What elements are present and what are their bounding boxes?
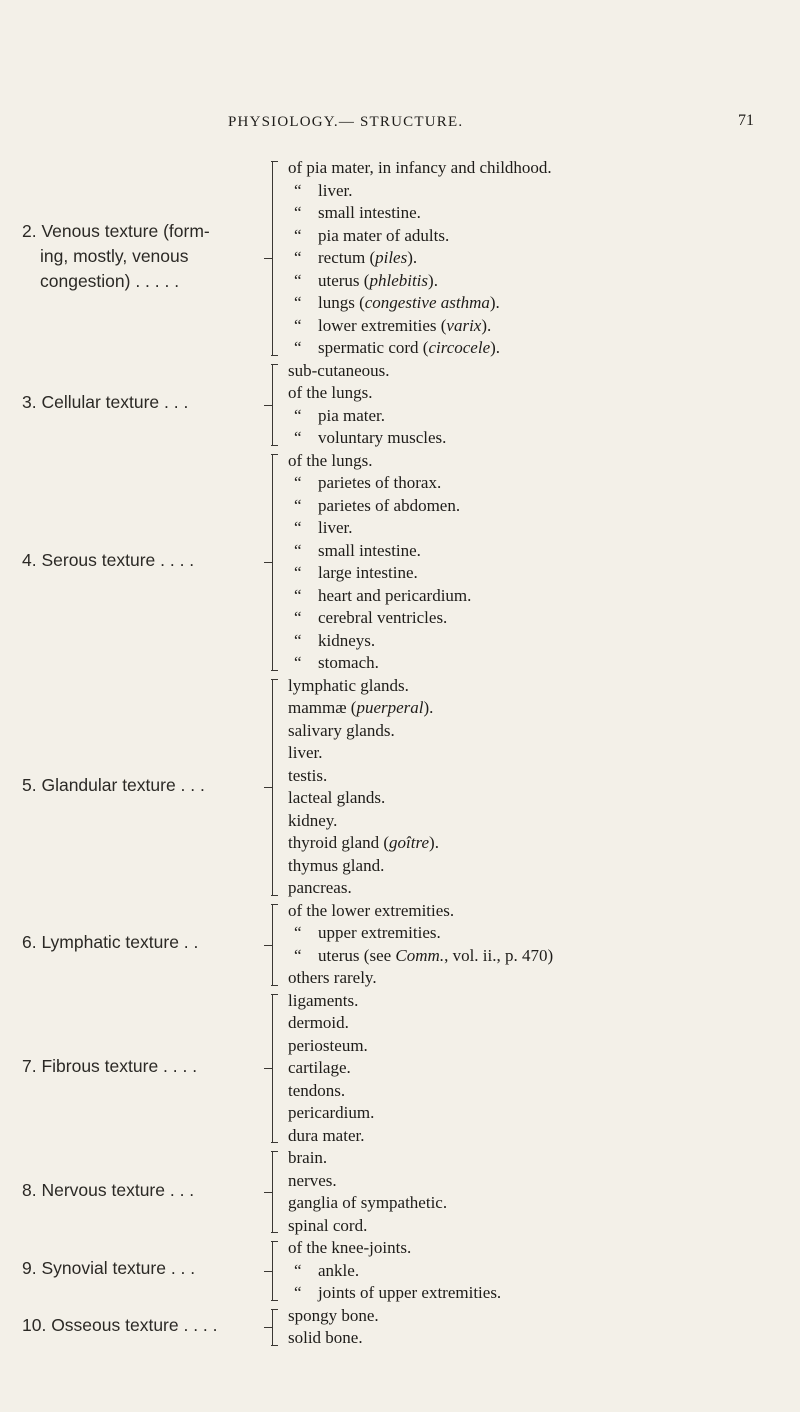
list-item bbox=[288, 270, 552, 293]
texture-label bbox=[22, 773, 205, 798]
brace-tip bbox=[264, 1271, 272, 1272]
item-suffix: ). bbox=[481, 315, 492, 335]
ditto-mark: “ bbox=[294, 630, 302, 650]
texture-label-line: 5. Glandular texture . . . bbox=[22, 774, 205, 795]
item-text: testis. bbox=[288, 765, 328, 785]
list-item bbox=[288, 1080, 374, 1103]
ditto-mark: “ bbox=[294, 248, 302, 267]
list-item bbox=[288, 697, 439, 720]
item-text: uterus ( bbox=[318, 270, 370, 290]
list-item bbox=[288, 427, 446, 450]
item-suffix: ). bbox=[489, 293, 500, 312]
item-text: ganglia of sympathetic. bbox=[288, 1193, 448, 1212]
texture-label-line: 3. Cellular texture . . . bbox=[22, 392, 189, 412]
texture-items bbox=[288, 675, 439, 900]
texture-items bbox=[288, 1237, 501, 1305]
texture-items bbox=[288, 450, 471, 675]
item-suffix: ). bbox=[428, 270, 438, 290]
texture-group bbox=[0, 360, 800, 450]
texture-label bbox=[22, 1313, 218, 1338]
item-text: small intestine. bbox=[318, 203, 421, 222]
item-text: voluntary muscles. bbox=[318, 428, 447, 447]
texture-group bbox=[0, 1237, 800, 1305]
list-item bbox=[288, 1282, 501, 1305]
list-item bbox=[288, 1237, 501, 1260]
list-item bbox=[288, 1125, 374, 1148]
texture-items bbox=[288, 990, 374, 1148]
item-text: brain. bbox=[288, 1148, 328, 1167]
item-italic-term: puerperal bbox=[356, 698, 424, 717]
item-text: ankle. bbox=[318, 1260, 360, 1280]
list-item bbox=[288, 337, 552, 360]
item-text: stomach. bbox=[318, 653, 379, 672]
ditto-mark: “ bbox=[294, 1260, 302, 1280]
item-text: thyroid gland ( bbox=[288, 833, 390, 852]
list-item bbox=[288, 315, 552, 338]
texture-label-line: 10. Osseous texture . . . . bbox=[22, 1314, 218, 1335]
list-item bbox=[288, 1170, 447, 1193]
item-text: ligaments. bbox=[288, 990, 359, 1010]
item-suffix: , vol. ii., p. 470) bbox=[444, 945, 554, 965]
list-item bbox=[288, 967, 553, 990]
ditto-mark: “ bbox=[294, 203, 302, 222]
item-text: lacteal glands. bbox=[288, 788, 386, 807]
item-text: lungs ( bbox=[318, 293, 365, 312]
item-text: kidney. bbox=[288, 810, 338, 830]
list-item bbox=[288, 585, 471, 608]
texture-group bbox=[0, 450, 800, 675]
list-item bbox=[288, 1260, 501, 1283]
item-text: of the lungs. bbox=[288, 383, 373, 402]
item-text: tendons. bbox=[288, 1080, 346, 1100]
texture-label bbox=[22, 930, 198, 955]
list-item bbox=[288, 990, 374, 1013]
list-item bbox=[288, 1012, 374, 1035]
item-text: kidneys. bbox=[318, 630, 376, 650]
item-text: of pia mater, in infancy and childhood. bbox=[288, 158, 552, 177]
ditto-mark: “ bbox=[294, 923, 302, 942]
item-text: spinal cord. bbox=[288, 1215, 368, 1235]
brace-tip bbox=[264, 258, 272, 259]
ditto-mark: “ bbox=[294, 270, 302, 290]
brace-tip bbox=[264, 1327, 272, 1328]
brace-tip bbox=[264, 1192, 272, 1193]
list-item bbox=[288, 630, 471, 653]
texture-label-line: 6. Lymphatic texture . . bbox=[22, 932, 199, 952]
texture-label bbox=[22, 219, 210, 294]
list-item bbox=[288, 1215, 447, 1238]
item-text: solid bone. bbox=[288, 1328, 363, 1347]
ditto-mark: “ bbox=[294, 585, 302, 605]
item-text: liver. bbox=[288, 743, 323, 762]
texture-items bbox=[288, 1147, 447, 1237]
list-item bbox=[288, 405, 446, 428]
item-text: others rarely. bbox=[288, 968, 377, 987]
item-suffix: ). bbox=[423, 698, 434, 717]
list-item bbox=[288, 607, 471, 630]
list-item bbox=[288, 225, 552, 248]
ditto-mark: “ bbox=[294, 653, 302, 672]
ditto-mark: “ bbox=[294, 945, 302, 965]
texture-label bbox=[22, 1054, 197, 1079]
list-item bbox=[288, 742, 439, 765]
ditto-mark: “ bbox=[294, 473, 302, 492]
list-item bbox=[288, 1192, 447, 1215]
texture-group bbox=[0, 990, 800, 1148]
brace-tip bbox=[264, 562, 272, 563]
texture-label-line: ing, mostly, venous bbox=[40, 245, 189, 266]
texture-items bbox=[288, 900, 553, 990]
item-text: of the lower extremities. bbox=[288, 900, 455, 920]
item-text: of the lungs. bbox=[288, 450, 373, 470]
texture-label-line: 7. Fibrous texture . . . . bbox=[22, 1055, 198, 1076]
item-text: spongy bone. bbox=[288, 1305, 379, 1325]
ditto-mark: “ bbox=[294, 540, 302, 560]
item-text: liver. bbox=[318, 518, 353, 537]
list-item bbox=[288, 787, 439, 810]
item-text: of the knee-joints. bbox=[288, 1238, 412, 1257]
texture-group bbox=[0, 1305, 800, 1350]
item-text: lower extremities ( bbox=[318, 315, 447, 335]
ditto-mark: “ bbox=[294, 293, 302, 312]
texture-label bbox=[22, 548, 194, 573]
item-italic-term: phlebitis bbox=[369, 270, 429, 290]
item-text: rectum ( bbox=[318, 248, 376, 267]
list-item bbox=[288, 1102, 374, 1125]
texture-label bbox=[22, 390, 188, 415]
list-item bbox=[288, 832, 439, 855]
list-item bbox=[288, 450, 471, 473]
ditto-mark: “ bbox=[294, 563, 302, 582]
list-item bbox=[288, 1305, 379, 1328]
item-text: small intestine. bbox=[318, 540, 421, 560]
item-text: spermatic cord ( bbox=[318, 338, 429, 357]
list-item bbox=[288, 157, 552, 180]
list-item bbox=[288, 1035, 374, 1058]
running-head: PHYSIOLOGY.— STRUCTURE. bbox=[228, 114, 464, 130]
item-italic-term: circocele bbox=[428, 338, 491, 357]
item-text: sub-cutaneous. bbox=[288, 360, 390, 380]
texture-label-line: 8. Nervous texture . . . bbox=[22, 1179, 195, 1200]
item-text: heart and pericardium. bbox=[318, 585, 472, 605]
ditto-mark: “ bbox=[294, 225, 302, 245]
item-italic-term: congestive asthma bbox=[364, 293, 490, 312]
item-text: mammæ ( bbox=[288, 698, 357, 717]
item-text: dermoid. bbox=[288, 1013, 349, 1032]
item-text: pericardium. bbox=[288, 1103, 375, 1122]
list-item bbox=[288, 652, 471, 675]
ditto-mark: “ bbox=[294, 315, 302, 335]
texture-items bbox=[288, 1305, 379, 1350]
item-text: upper extremities. bbox=[318, 923, 441, 942]
list-item bbox=[288, 1057, 374, 1080]
brace-tip bbox=[264, 945, 272, 946]
item-text: parietes of abdomen. bbox=[318, 495, 461, 515]
item-text: uterus (see bbox=[318, 945, 396, 965]
ditto-mark: “ bbox=[294, 428, 302, 447]
item-text: parietes of thorax. bbox=[318, 473, 442, 492]
list-item bbox=[288, 855, 439, 878]
ditto-mark: “ bbox=[294, 180, 302, 200]
list-item bbox=[288, 292, 552, 315]
item-text: large intestine. bbox=[318, 563, 418, 582]
texture-label-line: 4. Serous texture . . . . bbox=[22, 549, 195, 570]
item-text: cerebral ventricles. bbox=[318, 608, 448, 627]
item-italic-term: goître bbox=[389, 833, 430, 852]
item-text: salivary glands. bbox=[288, 720, 395, 740]
item-text: pia mater of adults. bbox=[318, 225, 450, 245]
item-text: lymphatic glands. bbox=[288, 675, 409, 695]
list-item bbox=[288, 517, 471, 540]
texture-label-line: 2. Venous texture (form- bbox=[22, 220, 210, 241]
item-text: periosteum. bbox=[288, 1035, 368, 1055]
texture-label bbox=[22, 1256, 195, 1281]
list-item bbox=[288, 1147, 447, 1170]
texture-items bbox=[288, 157, 552, 360]
ditto-mark: “ bbox=[294, 1283, 302, 1302]
list-item bbox=[288, 472, 471, 495]
page-header bbox=[0, 110, 800, 140]
ditto-mark: “ bbox=[294, 608, 302, 627]
item-text: cartilage. bbox=[288, 1058, 351, 1077]
item-italic-term: varix bbox=[446, 315, 482, 335]
texture-label bbox=[22, 1178, 194, 1203]
list-item bbox=[288, 765, 439, 788]
list-item bbox=[288, 900, 553, 923]
ditto-mark: “ bbox=[294, 495, 302, 515]
item-text: nerves. bbox=[288, 1170, 337, 1190]
texture-group bbox=[0, 157, 800, 360]
list-item bbox=[288, 562, 471, 585]
list-item bbox=[288, 945, 553, 968]
item-text: joints of upper extremities. bbox=[318, 1283, 502, 1302]
ditto-mark: “ bbox=[294, 338, 302, 357]
brace-tip bbox=[264, 787, 272, 788]
list-item bbox=[288, 495, 471, 518]
ditto-mark: “ bbox=[294, 518, 302, 537]
item-suffix: ). bbox=[429, 833, 439, 852]
list-item bbox=[288, 877, 439, 900]
brace-tip bbox=[264, 405, 272, 406]
page-number: 71 bbox=[738, 112, 754, 129]
list-item bbox=[288, 360, 446, 383]
item-text: pancreas. bbox=[288, 878, 352, 897]
list-item bbox=[288, 540, 471, 563]
item-text: liver. bbox=[318, 180, 353, 200]
item-text: thymus gland. bbox=[288, 855, 385, 875]
list-item bbox=[288, 922, 553, 945]
list-item bbox=[288, 720, 439, 743]
item-suffix: ). bbox=[407, 248, 418, 267]
list-item bbox=[288, 675, 439, 698]
item-text: dura mater. bbox=[288, 1125, 365, 1145]
list-item bbox=[288, 382, 446, 405]
item-suffix: ). bbox=[490, 338, 501, 357]
list-item bbox=[288, 810, 439, 833]
texture-group bbox=[0, 1147, 800, 1237]
item-italic-term: Comm. bbox=[395, 945, 445, 965]
texture-group bbox=[0, 675, 800, 900]
list-item bbox=[288, 1327, 379, 1350]
item-italic-term: piles bbox=[375, 248, 408, 267]
texture-label-line: congestion) . . . . . bbox=[40, 270, 180, 291]
ditto-mark: “ bbox=[294, 405, 302, 425]
list-item bbox=[288, 202, 552, 225]
list-item bbox=[288, 247, 552, 270]
list-item bbox=[288, 180, 552, 203]
texture-label-line: 9. Synovial texture . . . bbox=[22, 1258, 196, 1279]
item-text: pia mater. bbox=[318, 405, 386, 425]
texture-group bbox=[0, 900, 800, 990]
brace-tip bbox=[264, 1068, 272, 1069]
texture-items bbox=[288, 360, 446, 450]
